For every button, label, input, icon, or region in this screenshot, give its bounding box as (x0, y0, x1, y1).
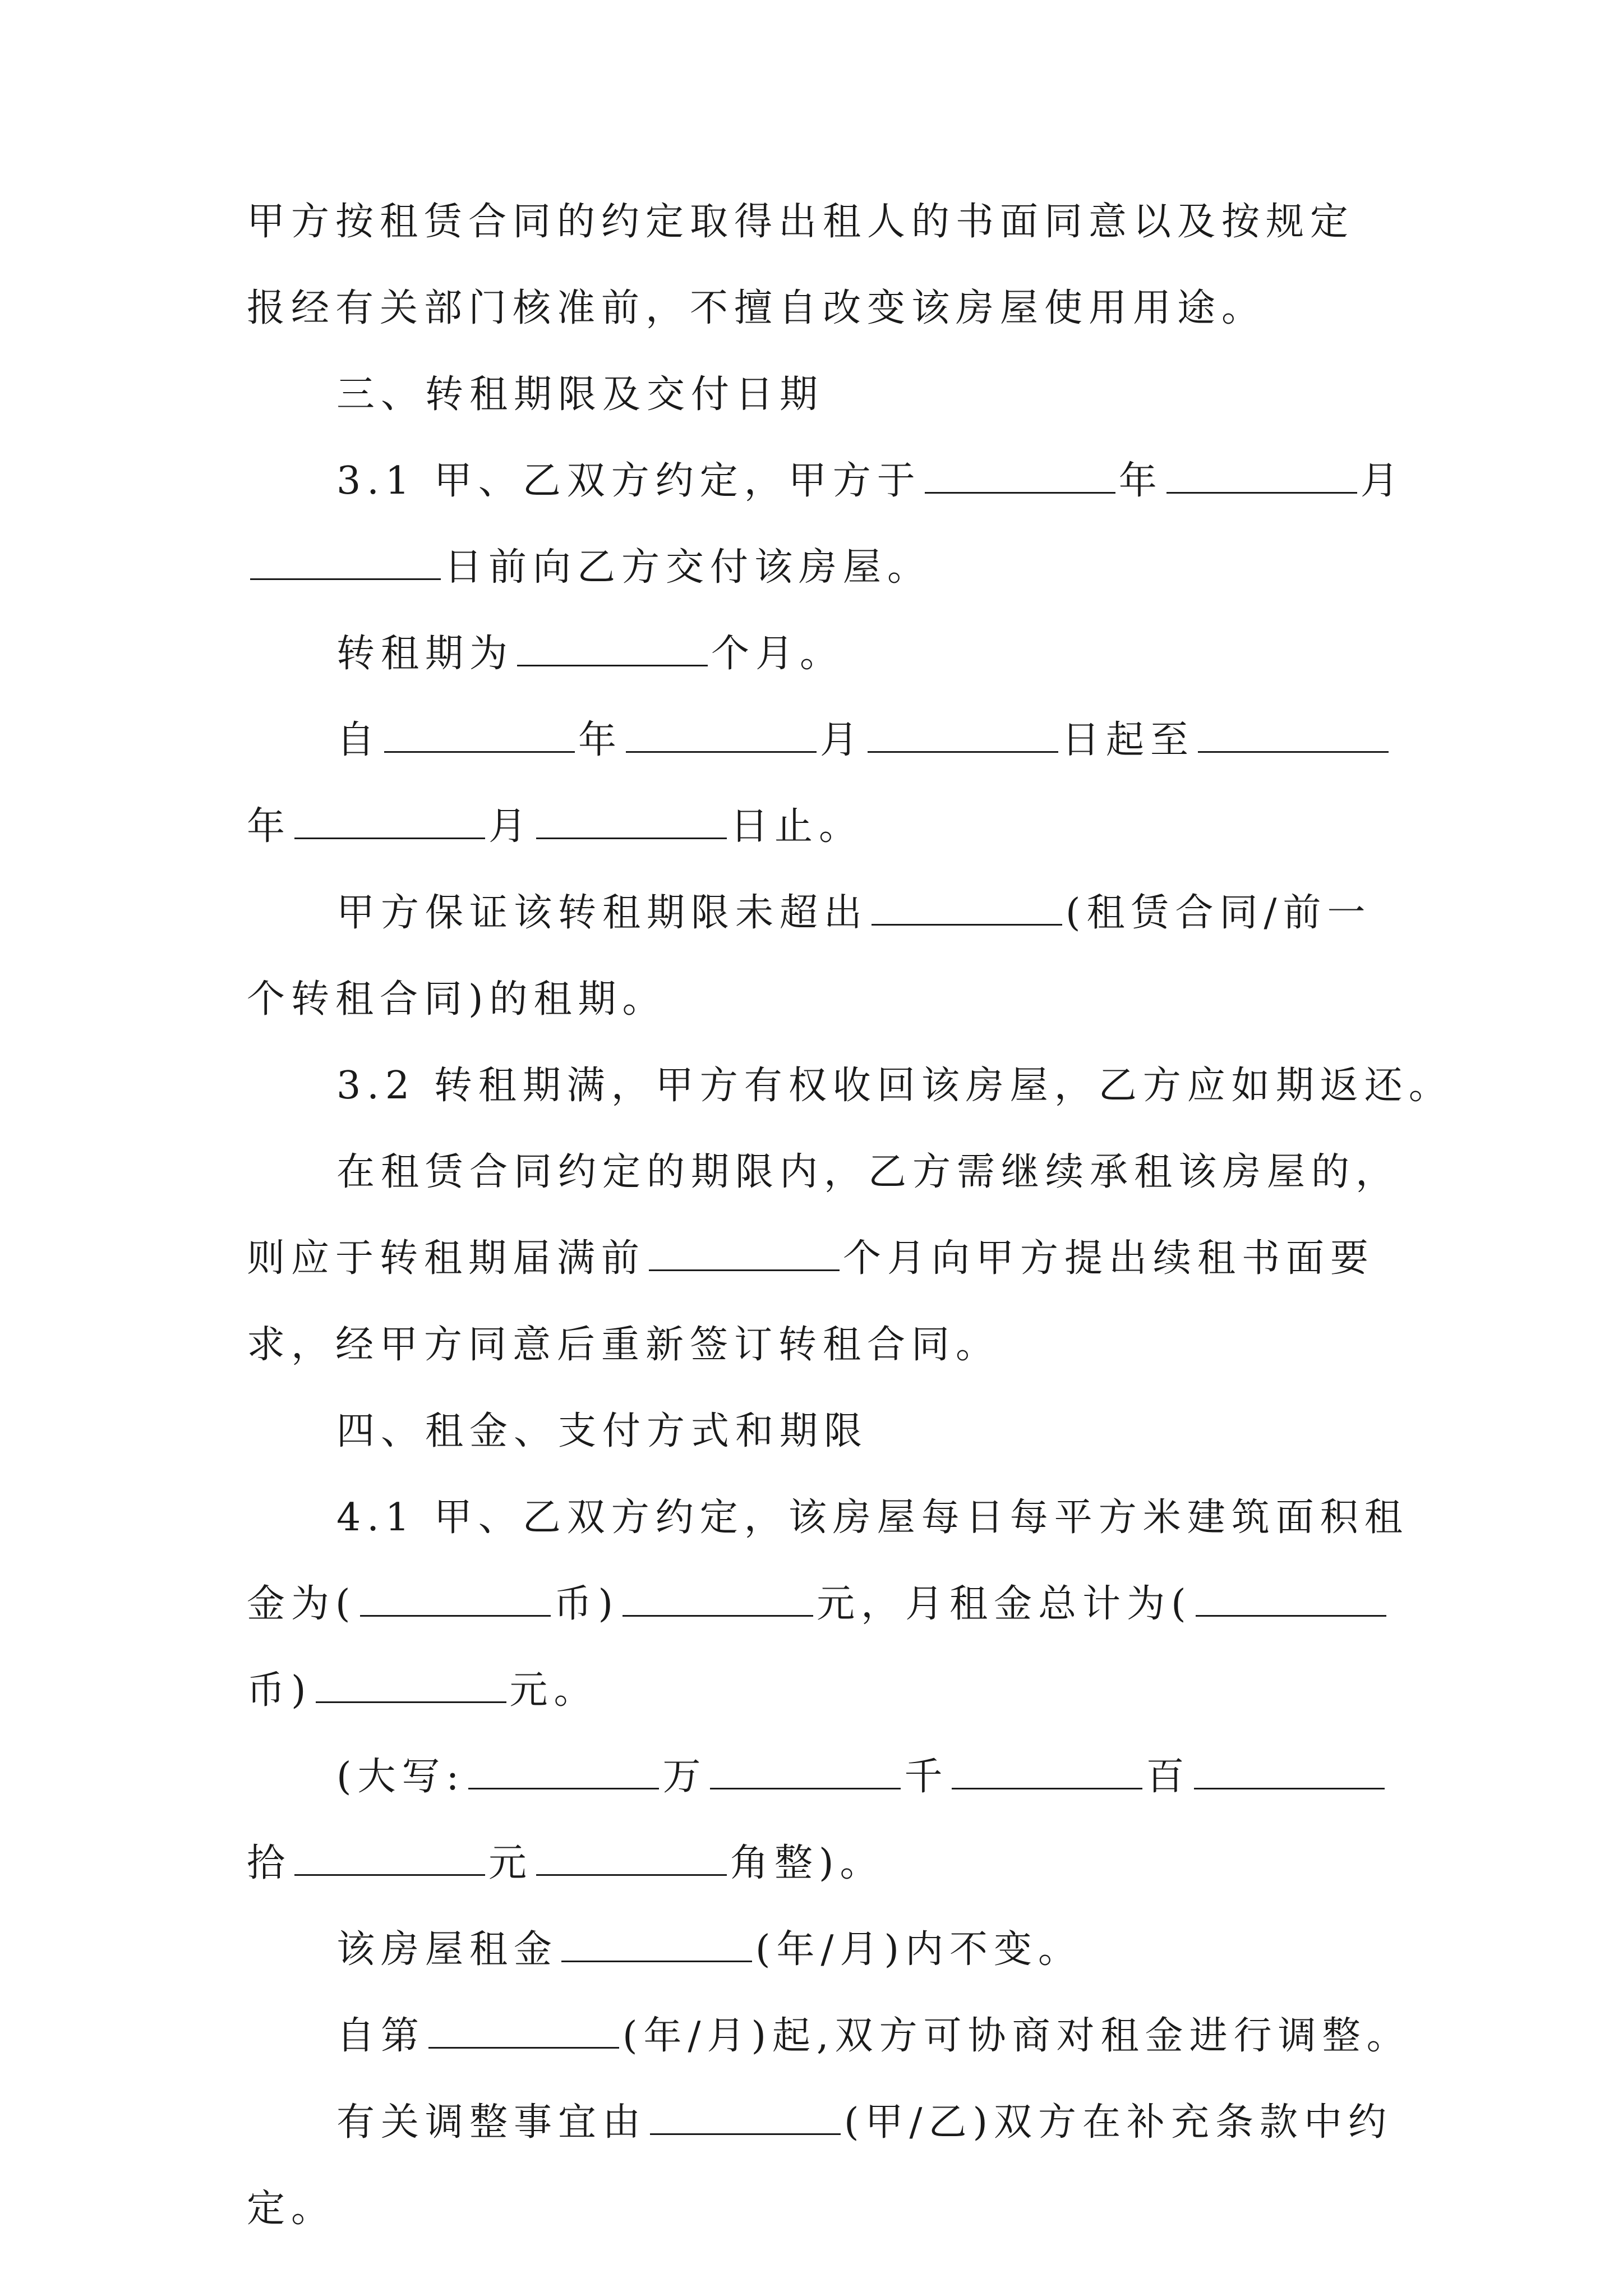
fill-blank-months[interactable] (517, 636, 708, 666)
fill-blank-end-year[interactable] (1198, 722, 1389, 753)
text: 日前向乙方交付该房屋。 (444, 545, 932, 590)
text: 万 (662, 1755, 707, 1799)
term-end-line (247, 790, 1391, 863)
fill-blank-renewal-months[interactable] (649, 1240, 840, 1271)
fill-blank-end-month[interactable] (294, 808, 485, 839)
text: (年/月)起,双方可协商对租金进行调整。 (623, 2014, 1411, 2058)
text: 千 (904, 1755, 949, 1799)
fill-blank-year[interactable] (925, 463, 1115, 494)
sublease-term-line (336, 618, 1391, 691)
text: 报经有关部门核准前，不擅自改变该房屋使用用途。 (247, 286, 1266, 330)
fill-blank-start-month[interactable] (626, 722, 817, 753)
text: 日止。 (730, 804, 864, 849)
text: 甲方按租赁合同的约定取得出租人的书面同意以及按规定 (247, 200, 1355, 244)
text: 年 (578, 718, 623, 762)
fill-blank-end-day[interactable] (536, 808, 727, 839)
clause-4-1-line-3 (247, 1654, 1391, 1727)
text: (年/月)内不变。 (755, 1927, 1082, 1972)
text: 年 (247, 804, 292, 849)
text: 币) (554, 1582, 620, 1626)
text: 有关调整事宜由 (336, 2100, 647, 2145)
adjust-terms-line-2 (247, 2173, 1391, 2246)
clause-3-1-line-2 (247, 531, 1391, 604)
text: 元，月租金总计为( (817, 1582, 1192, 1626)
guarantee-line-2 (247, 963, 1391, 1036)
renewal-line-2 (247, 1222, 1391, 1295)
text: 金为( (247, 1582, 357, 1626)
fill-blank-start-day[interactable] (868, 722, 1058, 753)
text: 转租期为 (336, 632, 514, 676)
text: 拾 (247, 1841, 292, 1885)
text: (大写: (336, 1755, 465, 1799)
fill-blank-daily-rent[interactable] (623, 1586, 813, 1617)
text: 个月向甲方提出续租书面要 (843, 1236, 1375, 1281)
fill-blank-yuan[interactable] (294, 1845, 485, 1876)
fill-blank-currency-2[interactable] (1196, 1586, 1386, 1617)
text: 月 (488, 804, 533, 849)
text: 年 (1118, 459, 1163, 503)
fill-blank-jiao[interactable] (536, 1845, 727, 1876)
text: 则应于转租期届满前 (247, 1236, 646, 1281)
text: 百 (1146, 1755, 1191, 1799)
renewal-line-1 (336, 1136, 1400, 1209)
text: 四、租金、支付方式和期限 (336, 1409, 869, 1453)
text: 4.1 甲、乙双方约定，该房屋每日每平方米建筑面积租 (336, 1496, 1409, 1540)
renewal-line-3 (247, 1309, 1391, 1382)
rent-fixed-line (336, 1913, 1391, 1986)
fill-blank-qian[interactable] (710, 1759, 901, 1789)
text: 角整)。 (730, 1841, 884, 1885)
fill-blank-wan[interactable] (468, 1759, 659, 1789)
text: (租赁合同/前一 (1066, 891, 1372, 935)
text: 个转租合同)的租期。 (247, 977, 667, 1022)
text: 在租赁合同约定的期限内，乙方需继续承租该房屋的， (336, 1150, 1400, 1194)
clause-4-1-line-1 (336, 1481, 1409, 1554)
fill-blank-currency-1[interactable] (360, 1586, 551, 1617)
guarantee-line-1 (336, 877, 1391, 950)
text: 定。 (247, 2187, 336, 2231)
section-heading-4 (336, 1395, 1391, 1468)
clause-3-1-line-1 (336, 445, 1405, 518)
text: 日起至 (1062, 718, 1195, 762)
text: 3.1 甲、乙双方约定，甲方于 (336, 459, 921, 503)
adjust-terms-line-1 (336, 2086, 1391, 2159)
fill-blank-day[interactable] (250, 549, 441, 580)
text: 自第 (336, 2014, 426, 2058)
text: 三、转租期限及交付日期 (336, 372, 824, 417)
text: 3.2 转租期满，甲方有权收回该房屋，乙方应如期返还。 (336, 1064, 1453, 1108)
rent-adjust-line (336, 2000, 1411, 2073)
text: 个月。 (711, 632, 845, 676)
fill-blank-adjust-period[interactable] (428, 2018, 619, 2049)
capital-amount-line-2 (247, 1827, 1391, 1900)
fill-blank-party[interactable] (650, 2104, 841, 2135)
fill-blank-fixed-period[interactable] (561, 1931, 752, 1962)
text: 甲方保证该转租期限未超出 (336, 891, 869, 935)
text: 元 (488, 1841, 533, 1885)
fill-blank-monthly-rent[interactable] (316, 1672, 506, 1703)
text: 元。 (509, 1668, 598, 1713)
text: (甲/乙)双方在补充条款中约 (844, 2100, 1393, 2145)
paragraph-line-1 (247, 186, 1391, 259)
text: 求，经甲方同意后重新签订转租合同。 (247, 1323, 1000, 1367)
term-start-line (336, 704, 1391, 777)
text: 月 (820, 718, 865, 762)
text: 月 (1360, 459, 1405, 503)
text: 该房屋租金 (336, 1927, 559, 1972)
clause-3-2-line (336, 1050, 1453, 1122)
section-heading-3 (336, 358, 1391, 431)
fill-blank-shi[interactable] (1194, 1759, 1385, 1789)
clause-4-1-line-2 (247, 1568, 1391, 1641)
text: 自 (336, 718, 381, 762)
fill-blank-start-year[interactable] (384, 722, 575, 753)
fill-blank-month[interactable] (1166, 463, 1357, 494)
fill-blank-bai[interactable] (952, 1759, 1142, 1789)
fill-blank-contract[interactable] (872, 895, 1062, 926)
capital-amount-line-1 (336, 1741, 1391, 1814)
paragraph-line-2 (247, 272, 1391, 345)
text: 币) (247, 1668, 312, 1713)
